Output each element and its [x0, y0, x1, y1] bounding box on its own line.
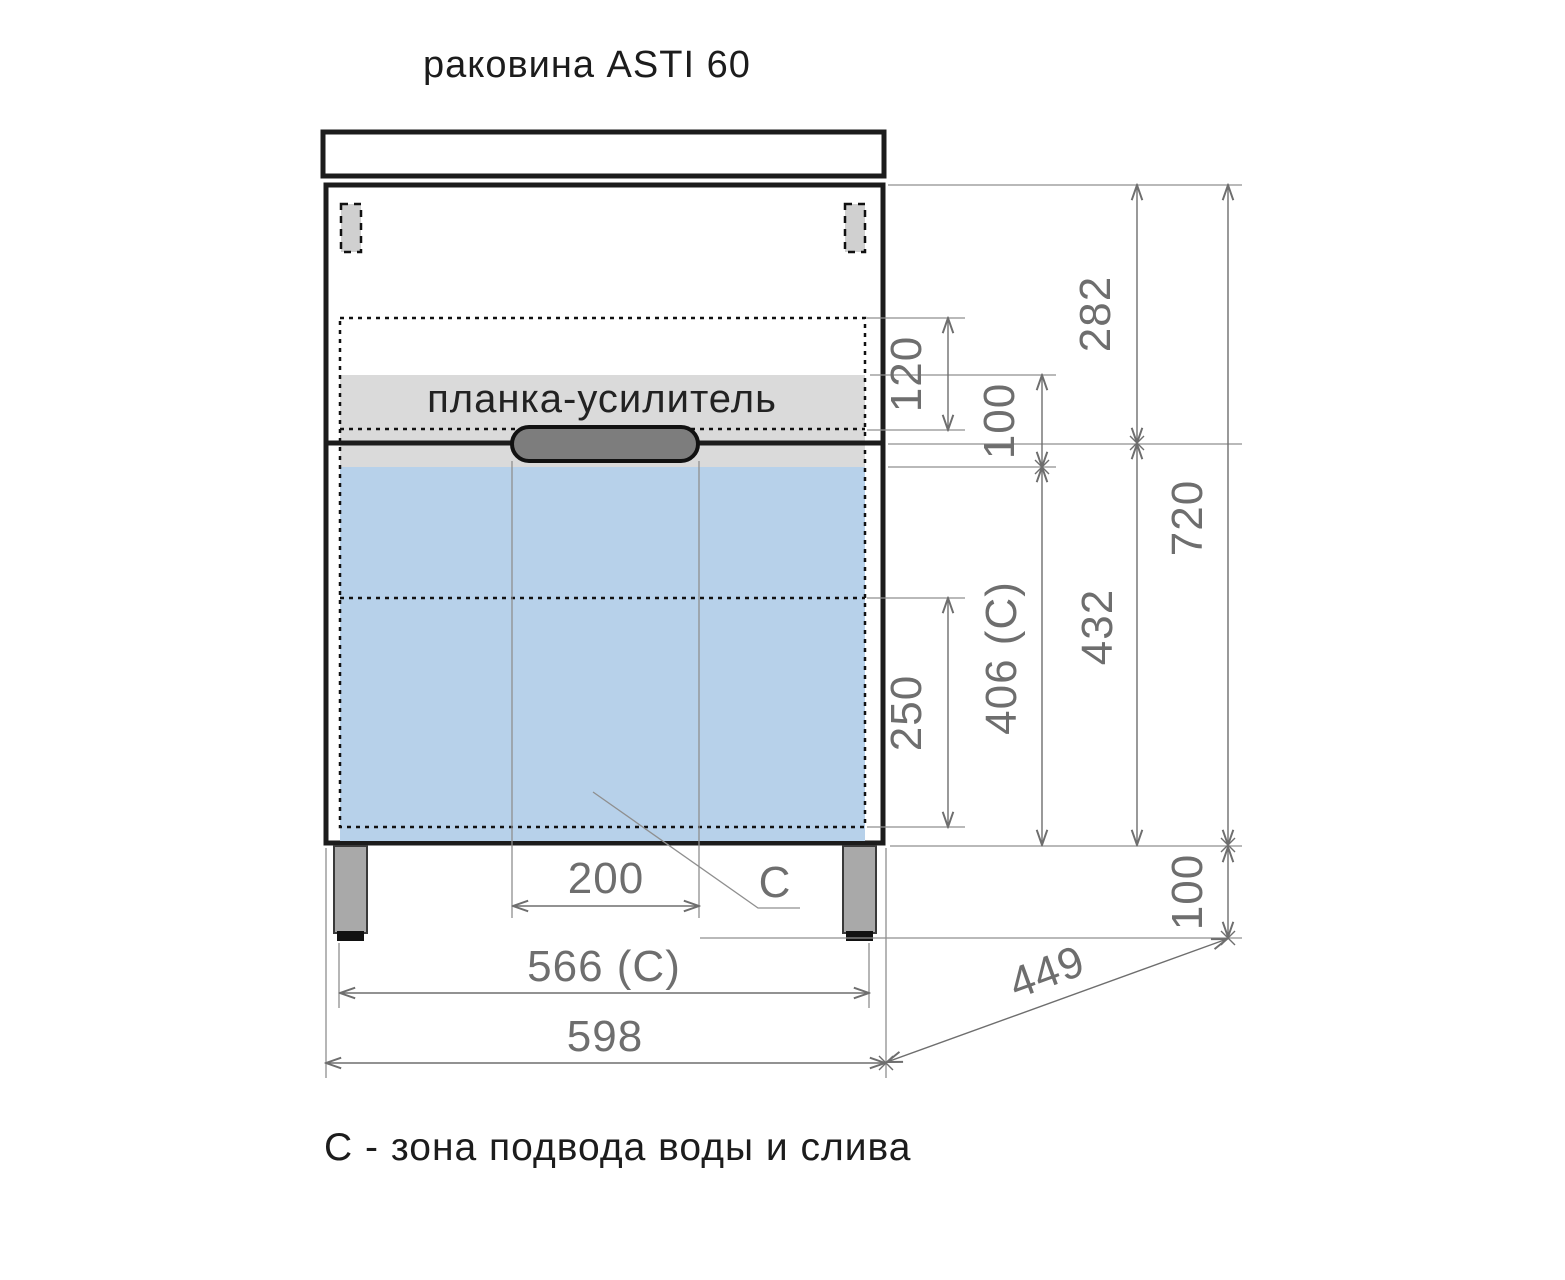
dim-text-100-bar: 100	[975, 382, 1024, 460]
zone-c-letter: С	[758, 858, 792, 907]
door-handle	[512, 427, 698, 461]
dim-text-282: 282	[1071, 275, 1120, 353]
legend-caption: С - зона подвода воды и слива	[324, 1126, 912, 1169]
hinge-left	[341, 204, 361, 252]
reinforcement-bar-label: планка-усилитель	[427, 377, 777, 421]
drawing-title: раковина ASTI 60	[423, 44, 751, 86]
dim-text-120: 120	[882, 335, 931, 413]
leg-right-foot	[846, 931, 873, 941]
dim-text-200: 200	[567, 854, 645, 903]
dim-text-598: 598	[566, 1012, 644, 1061]
dim-text-432: 432	[1073, 588, 1122, 666]
leg-left-foot	[337, 931, 364, 941]
zone-c-area	[340, 467, 865, 841]
leg-right	[843, 846, 876, 933]
hinge-right	[845, 204, 865, 252]
dim-text-566: 566 (С)	[527, 942, 681, 991]
dim-text-100-leg: 100	[1163, 853, 1212, 931]
cabinet-front-view	[323, 132, 885, 941]
dim-text-406: 406 (С)	[977, 581, 1026, 735]
dim-text-250: 250	[882, 674, 931, 752]
leg-left	[334, 846, 367, 933]
sink-top	[323, 132, 884, 176]
dim-text-449: 449	[1002, 936, 1092, 1009]
dim-text-720: 720	[1163, 479, 1212, 557]
